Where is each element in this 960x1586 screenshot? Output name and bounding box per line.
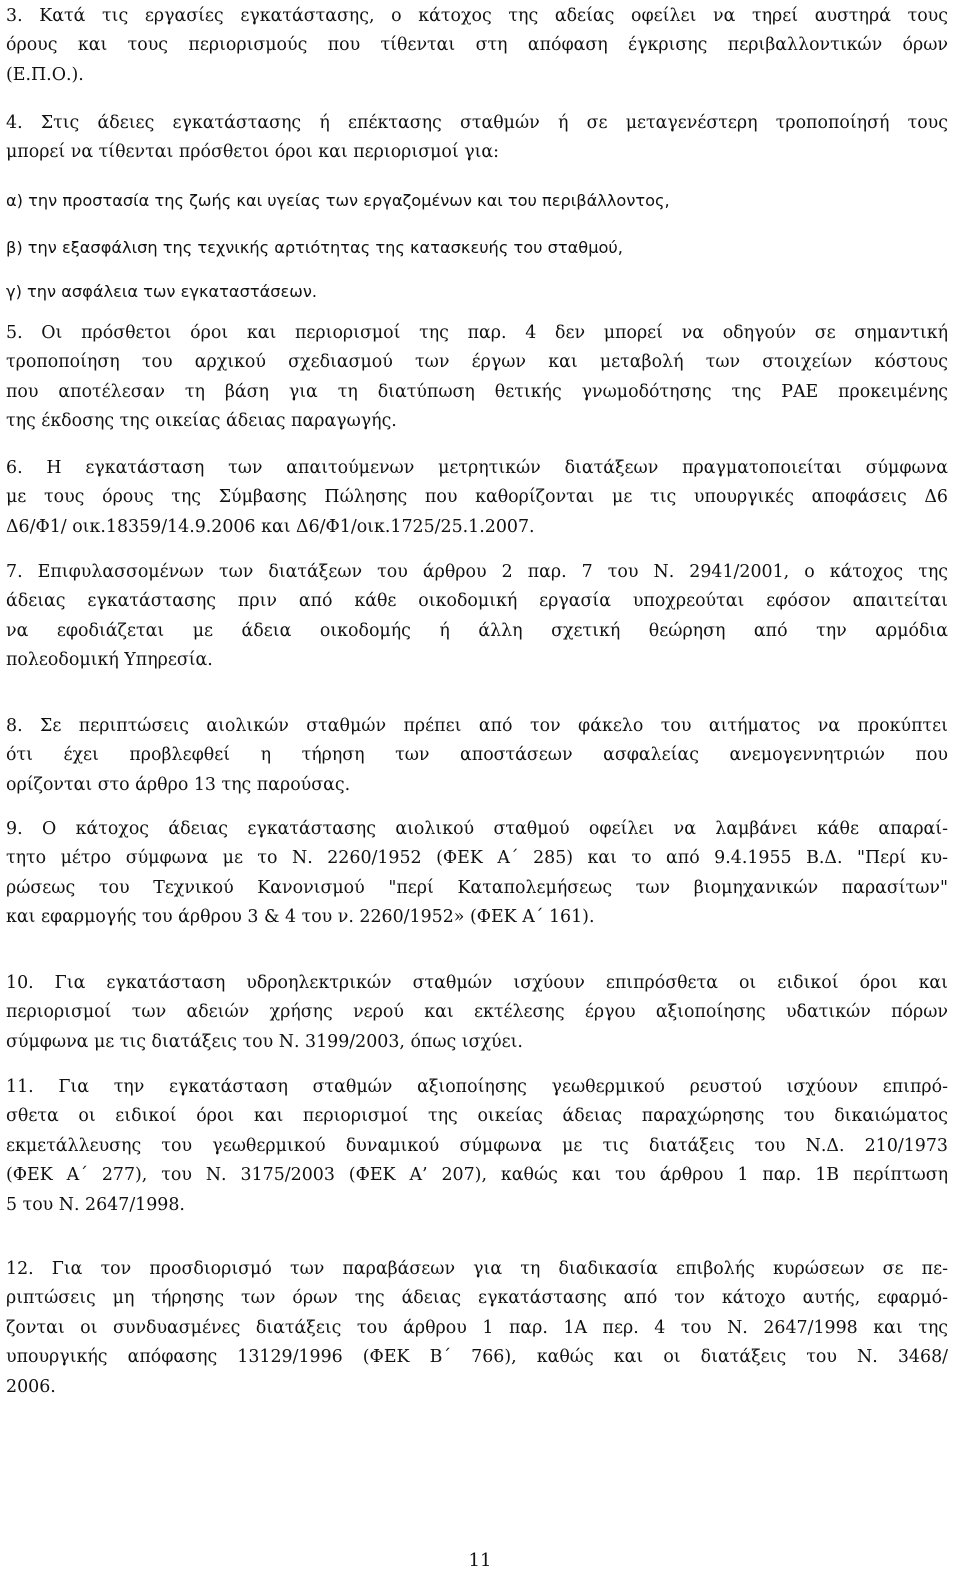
text-line: πολεοδομική Υπηρεσία. [6,650,213,671]
text-line: 2006. [6,1376,56,1397]
paragraph-12 [6,1255,948,1402]
text-line: (ΦΕΚ Α΄ 277), του Ν. 3175/2003 (ΦΕΚ Α’ 207), καθώς και του άρθρου 1 παρ. 1Β περίπτωση [6,1165,948,1186]
paragraph-5 [6,319,948,437]
text-line: και εφαρμογής του άρθρου 3 & 4 του ν. 2260/1952» (ΦΕΚ Α΄ 161). [6,907,595,928]
text-line: που αποτέλεσαν τη βάση για τη διατύπωση θετικής γνωμοδότησης της ΡΑΕ προκειμένης [6,381,948,402]
paragraph-11 [6,1073,948,1220]
text-line: Δ6/Φ1/ οικ.18359/14.9.2006 και Δ6/Φ1/οικ.1725/25.1.2007. [6,516,535,537]
text-line: 11. Για την εγκατάσταση σταθμών αξιοποίησης γεωθερμικού ρευστού ισχύουν επιπρό- [6,1077,948,1097]
text-line: ζονται οι συνδυασμένες διατάξεις του άρθρου 1 παρ. 1Α περ. 4 του Ν. 2647/1998 και της [6,1317,948,1338]
paragraph-6 [6,454,948,542]
text-line: 10. Για εγκατάσταση υδροηλεκτρικών σταθμών ισχύουν επιπρόσθετα οι ειδικοί όροι και [6,973,948,993]
text-line: περιορισμοί των αδειών χρήσης νερού και εκτέλεσης έργου αξιοποίησης υδατικών πόρων [6,1002,948,1023]
paragraph-7 [6,558,948,676]
text-line: σθετα οι ειδικοί όροι και περιορισμοί της οικείας άδειας παραχώρησης του δικαιώματος [6,1106,948,1127]
paragraph-9 [6,815,948,933]
text-line: (Ε.Π.Ο.). [6,64,84,85]
text-line: άδειας εγκατάστασης πριν από κάθε οικοδομική εργασία υποχρεούται εφόσον απαιτείται [6,591,948,612]
paragraph-4 [6,109,948,168]
text-line: 5. Οι πρόσθετοι όροι και περιορισμοί της παρ. 4 δεν μπορεί να οδηγούν σε σημαντική [6,323,948,343]
text-line: της έκδοσης της οικείας άδειας παραγωγής. [6,411,397,432]
text-line: ρώσεως του Τεχνικού Κανονισμού "περί Καταπολεμήσεως των βιομηχανικών παρασίτων" [6,877,948,898]
text-line: 6. Η εγκατάσταση των απαιτούμενων μετρητικών διατάξεων πραγματοποιείται σύμφωνα [6,458,948,478]
text-line: 8. Σε περιπτώσεις αιολικών σταθμών πρέπει από τον φάκελο του αιτήματος να προκύπτει [6,716,948,736]
text-line: τροποποίηση του αρχικού σχεδιασμού των έργων και μεταβολή των στοιχείων κόστους [6,352,948,373]
text-line: σύμφωνα με τις διατάξεις του Ν. 3199/2003, όπως ισχύει. [6,1031,523,1052]
text-line: τητο μέτρο σύμφωνα με το Ν. 2260/1952 (ΦΕΚ Α΄ 285) και το από 9.4.1955 Β.Δ. "Περί κυ- [6,848,948,869]
text-line: εκμετάλλευσης του γεωθερμικού δυναμικού σύμφωνα με τις διατάξεις του Ν.Δ. 210/1973 [6,1135,948,1156]
text-line: ότι έχει προβλεφθεί η τήρηση των αποστάσεων ασφαλείας ανεμογεννητριών που [6,745,948,766]
text-line: α) την προστασία της ζωής και υγείας των εργαζομένων και του περιβάλλοντος, [6,191,670,210]
text-line: 12. Για τον προσδιορισμό των παραβάσεων για τη διαδικασία επιβολής κυρώσεων σε πε- [6,1259,948,1279]
text-line: όρους και τους περιορισμούς που τίθενται στη απόφαση έγκρισης περιβαλλοντικών όρων [6,35,948,56]
text-line: με τους όρους της Σύμβασης Πώλησης που καθορίζονται με τις υπουργικές αποφάσεις Δ6 [6,487,948,508]
text-line: γ) την ασφάλεια των εγκαταστάσεων. [6,282,318,301]
text-line: ριπτώσεις μη τήρησης των όρων της άδειας εγκατάστασης από τον κάτοχο αυτής, εφαρμό- [6,1288,948,1309]
text-line: 3. Κατά τις εργασίες εγκατάστασης, ο κάτοχος της αδείας οφείλει να τηρεί αυστηρά τους [6,6,948,26]
text-line: β) την εξασφάλιση της τεχνικής αρτιότητας της κατασκευής του σταθμού, [6,238,623,257]
list-item-c [6,277,948,306]
text-line: ορίζονται στο άρθρο 13 της παρούσας. [6,774,351,795]
paragraph-8 [6,712,948,800]
text-line: μπορεί να τίθενται πρόσθετοι όροι και περιορισμοί για: [6,142,500,163]
paragraph-3 [6,2,948,90]
text-line: 7. Επιφυλασσομένων των διατάξεων του άρθρου 2 παρ. 7 του Ν. 2941/2001, ο κάτοχος της [6,562,948,582]
text-line: 4. Στις άδειες εγκατάστασης ή επέκτασης σταθμών ή σε μεταγενέστερη τροποποίησή τους [6,113,948,133]
text-line: να εφοδιάζεται με άδεια οικοδομής ή άλλη σχετική θεώρηση από την αρμόδια [6,620,948,641]
text-line: 5 του Ν. 2647/1998. [6,1194,185,1215]
page-number: 11 [468,1550,492,1571]
text-line: υπουργικής απόφασης 13129/1996 (ΦΕΚ Β΄ 766), καθώς και οι διατάξεις του Ν. 3468/ [6,1347,948,1368]
list-item-a [6,186,948,215]
list-item-b [6,233,948,262]
paragraph-10 [6,969,948,1057]
text-line: 9. Ο κάτοχος άδειας εγκατάστασης αιολικού σταθμού οφείλει να λαμβάνει κάθε απαραί- [6,819,948,839]
